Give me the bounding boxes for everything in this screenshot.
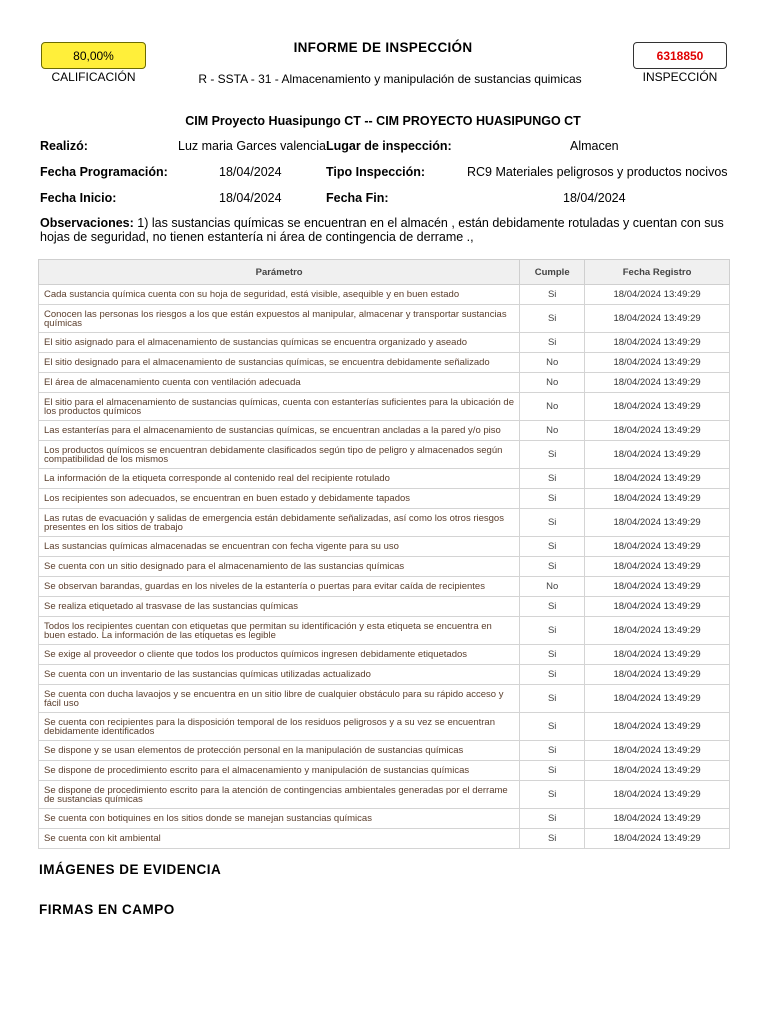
param-cell: Se realiza etiquetado al trasvase de las sustancias químicas	[39, 597, 520, 617]
lugar-label: Lugar de inspección:	[326, 139, 452, 153]
table-row	[39, 489, 730, 509]
table-row	[39, 741, 730, 761]
fecha-registro-cell: 18/04/2024 13:49:29	[585, 617, 730, 645]
fecha-registro-cell: 18/04/2024 13:49:29	[585, 809, 730, 829]
fecha-registro-cell: 18/04/2024 13:49:29	[585, 489, 730, 509]
table-row	[39, 509, 730, 537]
table-row	[39, 469, 730, 489]
param-cell: Se cuenta con recipientes para la disposición temporal de los residuos peligrosos y a su vez se encuentran debidamente identificados	[39, 713, 520, 741]
observations-label: Observaciones:	[40, 216, 134, 230]
table-row	[39, 557, 730, 577]
fecha-registro-cell: 18/04/2024 13:49:29	[585, 353, 730, 373]
header-fecha-registro: Fecha Registro	[585, 260, 730, 285]
param-cell: Las sustancias químicas almacenadas se encuentran con fecha vigente para su uso	[39, 537, 520, 557]
realizo-label: Realizó:	[40, 139, 88, 153]
fecha-inicio-label: Fecha Inicio:	[40, 191, 117, 205]
param-cell: Se observan barandas, guardas en los niveles de la estantería o puertas para evitar caída de recipientes	[39, 577, 520, 597]
header-parametro: Parámetro	[39, 260, 520, 285]
fecha-registro-cell: 18/04/2024 13:49:29	[585, 421, 730, 441]
fecha-registro-cell: 18/04/2024 13:49:29	[585, 393, 730, 421]
observations	[40, 216, 730, 244]
param-cell: Todos los recipientes cuentan con etiquetas que permitan su identificación y esta etiqueta se encuentra en buen estado. La información de las etiquetas es legible	[39, 617, 520, 645]
fecha-registro-cell: 18/04/2024 13:49:29	[585, 781, 730, 809]
param-cell: Los recipientes son adecuados, se encuentran en buen estado y debidamente tapados	[39, 489, 520, 509]
cumple-cell: Si	[520, 741, 585, 761]
fecha-registro-cell: 18/04/2024 13:49:29	[585, 713, 730, 741]
param-cell: Se cuenta con botiquines en los sitios donde se manejan sustancias químicas	[39, 809, 520, 829]
cumple-cell: Si	[520, 441, 585, 469]
fecha-registro-cell: 18/04/2024 13:49:29	[585, 665, 730, 685]
parameters-table	[38, 259, 730, 849]
fecha-registro-cell: 18/04/2024 13:49:29	[585, 829, 730, 849]
fecha-registro-cell: 18/04/2024 13:49:29	[585, 305, 730, 333]
cumple-cell: No	[520, 353, 585, 373]
fecha-registro-cell: 18/04/2024 13:49:29	[585, 597, 730, 617]
param-cell: Cada sustancia química cuenta con su hoja de seguridad, está visible, asequible y en buen estado	[39, 285, 520, 305]
score-badge: 80,00%	[41, 42, 146, 69]
inspection-number-badge: 6318850	[633, 42, 727, 69]
param-cell: Se cuenta con un sitio designado para el almacenamiento de las sustancias químicas	[39, 557, 520, 577]
cumple-cell: Si	[520, 685, 585, 713]
tipo-inspeccion-value: RC9 Materiales peligrosos y productos nocivos	[467, 165, 728, 179]
lugar-value: Almacen	[570, 139, 619, 153]
cumple-cell: Si	[520, 509, 585, 537]
cumple-cell: Si	[520, 597, 585, 617]
table-row	[39, 333, 730, 353]
realizo-value: Luz maria Garces valencia	[178, 139, 326, 153]
tipo-inspeccion-label: Tipo Inspección:	[326, 165, 426, 179]
param-cell: Conocen las personas los riesgos a los que están expuestos al manipular, almacenar y transportar sustancias químicas	[39, 305, 520, 333]
param-cell: El área de almacenamiento cuenta con ventilación adecuada	[39, 373, 520, 393]
fecha-programacion-label: Fecha Programación:	[40, 165, 168, 179]
fecha-registro-cell: 18/04/2024 13:49:29	[585, 557, 730, 577]
cumple-cell: Si	[520, 537, 585, 557]
cumple-cell: Si	[520, 645, 585, 665]
fecha-registro-cell: 18/04/2024 13:49:29	[585, 469, 730, 489]
param-cell: El sitio para el almacenamiento de sustancias químicas, cuenta con estanterías suficientes para la ubicación de los productos químicos	[39, 393, 520, 421]
table-row	[39, 761, 730, 781]
cumple-cell: Si	[520, 761, 585, 781]
fecha-registro-cell: 18/04/2024 13:49:29	[585, 685, 730, 713]
cumple-cell: Si	[520, 809, 585, 829]
cumple-cell: Si	[520, 469, 585, 489]
table-row	[39, 781, 730, 809]
table-row	[39, 829, 730, 849]
table-row	[39, 441, 730, 469]
table-row	[39, 665, 730, 685]
fecha-fin-label: Fecha Fin:	[326, 191, 389, 205]
fecha-registro-cell: 18/04/2024 13:49:29	[585, 373, 730, 393]
cumple-cell: No	[520, 393, 585, 421]
cumple-cell: Si	[520, 305, 585, 333]
cumple-cell: No	[520, 373, 585, 393]
score-label: CALIFICACIÓN	[51, 70, 136, 84]
table-row	[39, 421, 730, 441]
table-row	[39, 285, 730, 305]
param-cell: Se cuenta con kit ambiental	[39, 829, 520, 849]
fecha-registro-cell: 18/04/2024 13:49:29	[585, 537, 730, 557]
cumple-cell: Si	[520, 829, 585, 849]
table-row	[39, 685, 730, 713]
fecha-fin-value: 18/04/2024	[563, 191, 626, 205]
fecha-registro-cell: 18/04/2024 13:49:29	[585, 509, 730, 537]
param-cell: Los productos químicos se encuentran debidamente clasificados según tipo de peligro y almacenados según compatibilidad de los mismos	[39, 441, 520, 469]
fecha-registro-cell: 18/04/2024 13:49:29	[585, 645, 730, 665]
report-subtitle: R - SSTA - 31 - Almacenamiento y manipulación de sustancias quimicas	[198, 72, 582, 86]
cumple-cell: Si	[520, 489, 585, 509]
param-cell: Se cuenta con un inventario de las sustancias químicas utilizadas actualizado	[39, 665, 520, 685]
project-name: CIM Proyecto Huasipungo CT -- CIM PROYECTO HUASIPUNGO CT	[185, 114, 581, 128]
fecha-registro-cell: 18/04/2024 13:49:29	[585, 761, 730, 781]
observations-text: 1) las sustancias químicas se encuentran en el almacén , están debidamente rotuladas y cuentan con sus hojas de seguridad, no tienen estantería ni área de contingencia de derrame .,	[40, 216, 724, 244]
param-cell: La información de la etiqueta corresponde al contenido real del recipiente rotulado	[39, 469, 520, 489]
table-row	[39, 617, 730, 645]
fecha-registro-cell: 18/04/2024 13:49:29	[585, 441, 730, 469]
signatures-section-title: FIRMAS EN CAMPO	[39, 902, 175, 917]
report-title: INFORME DE INSPECCIÓN	[293, 40, 473, 55]
table-row	[39, 597, 730, 617]
table-row	[39, 353, 730, 373]
fecha-registro-cell: 18/04/2024 13:49:29	[585, 577, 730, 597]
fecha-registro-cell: 18/04/2024 13:49:29	[585, 285, 730, 305]
param-cell: Las rutas de evacuación y salidas de emergencia están debidamente señalizadas, así como los otros riesgos presentes en los sitios de trabajo	[39, 509, 520, 537]
cumple-cell: Si	[520, 713, 585, 741]
table-header-row	[39, 260, 730, 285]
table-row	[39, 537, 730, 557]
table-row	[39, 393, 730, 421]
cumple-cell: No	[520, 421, 585, 441]
cumple-cell: Si	[520, 557, 585, 577]
table-row	[39, 809, 730, 829]
cumple-cell: Si	[520, 285, 585, 305]
fecha-inicio-value: 18/04/2024	[219, 191, 282, 205]
cumple-cell: Si	[520, 333, 585, 353]
param-cell: Las estanterías para el almacenamiento de sustancias químicas, se encuentran ancladas a la pared y/o piso	[39, 421, 520, 441]
fecha-registro-cell: 18/04/2024 13:49:29	[585, 333, 730, 353]
cumple-cell: No	[520, 577, 585, 597]
fecha-programacion-value: 18/04/2024	[219, 165, 282, 179]
evidence-section-title: IMÁGENES DE EVIDENCIA	[39, 862, 222, 877]
param-cell: Se exige al proveedor o cliente que todos los productos químicos ingresen debidamente etiquetados	[39, 645, 520, 665]
header-cumple: Cumple	[520, 260, 585, 285]
param-cell: Se dispone de procedimiento escrito para el almacenamiento y manipulación de sustancias químicas	[39, 761, 520, 781]
fecha-registro-cell: 18/04/2024 13:49:29	[585, 741, 730, 761]
table-row	[39, 305, 730, 333]
cumple-cell: Si	[520, 617, 585, 645]
inspection-label: INSPECCIÓN	[642, 70, 718, 84]
cumple-cell: Si	[520, 781, 585, 809]
param-cell: Se dispone y se usan elementos de protección personal en la manipulación de sustancias químicas	[39, 741, 520, 761]
param-cell: Se dispone de procedimiento escrito para la atención de contingencias ambientales generadas por el derrame de sustancias químicas	[39, 781, 520, 809]
table-row	[39, 373, 730, 393]
table-row	[39, 577, 730, 597]
param-cell: El sitio designado para el almacenamiento de sustancias químicas, se encuentra debidamente señalizado	[39, 353, 520, 373]
param-cell: El sitio asignado para el almacenamiento de sustancias químicas se encuentra organizado y aseado	[39, 333, 520, 353]
cumple-cell: Si	[520, 665, 585, 685]
param-cell: Se cuenta con ducha lavaojos y se encuentra en un sitio libre de cualquier obstáculo para su rápido acceso y fácil uso	[39, 685, 520, 713]
table-row	[39, 713, 730, 741]
table-row	[39, 645, 730, 665]
